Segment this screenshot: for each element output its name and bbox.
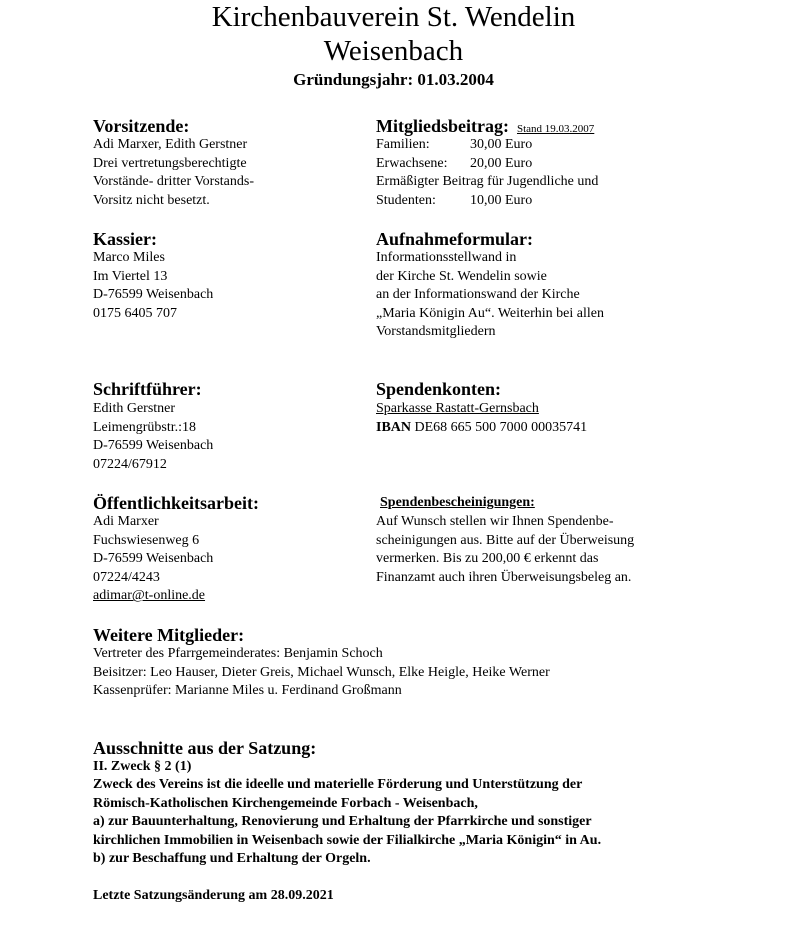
- mitgliedsbeitrag-title: Mitgliedsbeitrag:: [376, 116, 509, 136]
- satzung-line: b) zur Beschaffung und Erhaltung der Orgeln.: [93, 851, 371, 867]
- aufnahme-line: an der Informationswand der Kirche: [376, 287, 580, 303]
- oeffentlichkeit-line: 07224/4243: [93, 569, 160, 585]
- last-change: Letzte Satzungsänderung am 28.09.2021: [93, 888, 334, 903]
- satzung-block: [93, 758, 601, 868]
- aufnahme-line: „Maria Königin Au“. Weiterhin bei allen: [376, 305, 604, 321]
- aufnahme-line: Vorstandsmitgliedern: [376, 324, 496, 340]
- kassier-line: D-76599 Weisenbach: [93, 287, 214, 303]
- fee-label: Familien:: [376, 137, 430, 152]
- satzung-heading: Ausschnitte aus der Satzung:: [93, 738, 317, 758]
- vorsitzende-line: Vorstände- dritter Vorstands-: [93, 174, 254, 190]
- vorsitzende-heading: Vorsitzende:: [93, 116, 190, 136]
- email-link[interactable]: adimar@t-online.de: [93, 588, 206, 604]
- aufnahme-line: der Kirche St. Wendelin sowie: [376, 268, 547, 284]
- fee-label: Erwachsene:: [376, 155, 448, 171]
- spendenbescheinigungen-line: Auf Wunsch stellen wir Ihnen Spendenbe-: [376, 514, 614, 529]
- kassier-line: Marco Miles: [93, 250, 165, 265]
- vorsitzende-line: Vorsitz nicht besetzt.: [93, 192, 210, 208]
- satzung-line: II. Zweck § 2 (1): [93, 759, 192, 774]
- schriftfuehrer-line: 07224/67912: [93, 456, 167, 472]
- stand-date: Stand 19.03.2007: [516, 123, 595, 135]
- page-title-line1: Kirchenbauverein St. Wendelin: [211, 1, 576, 33]
- oeffentlichkeit-block: [93, 513, 213, 606]
- fee-value: 10,00 Euro: [470, 192, 533, 208]
- weitere-heading: Weitere Mitglieder:: [93, 625, 245, 645]
- aufnahme-line: Informationsstellwand in: [376, 250, 517, 265]
- fee-value: 30,00 Euro: [470, 137, 533, 152]
- kassier-heading: Kassier:: [93, 229, 157, 249]
- schriftfuehrer-line: Leimengrübstr.:18: [93, 419, 197, 435]
- oeffentlichkeit-line: Fuchswiesenweg 6: [93, 532, 200, 548]
- kassier-block: [93, 249, 213, 323]
- bank-name: Sparkasse Rastatt-Gernsbach: [376, 401, 539, 416]
- satzung-line: Zweck des Vereins ist die ideelle und materielle Förderung und Unterstützung der: [93, 777, 583, 793]
- weitere-line: Beisitzer: Leo Hauser, Dieter Greis, Michael Wunsch, Elke Heigle, Heike Werner: [93, 664, 550, 680]
- weitere-block: [93, 645, 550, 701]
- page-title-line2: Weisenbach: [323, 35, 464, 67]
- vorsitzende-block: [93, 136, 254, 210]
- fee-value: 20,00 Euro: [470, 155, 533, 171]
- satzung-line: kirchlichen Immobilien in Weisenbach sowie der Filialkirche „Maria Königin“ in Au.: [93, 832, 602, 848]
- aufnahme-block: [376, 249, 604, 342]
- weitere-line: Vertreter des Pfarrgemeinderates: Benjamin Schoch: [93, 646, 383, 661]
- fee-row-familien: [376, 136, 598, 155]
- oeffentlichkeit-heading: Öffentlichkeitsarbeit:: [93, 493, 259, 513]
- fee-row-studenten: [376, 192, 598, 211]
- fee-reduced-note: Ermäßigter Beitrag für Jugendliche und: [376, 174, 599, 190]
- spendenbescheinigungen-heading: Spendenbescheinigungen:: [380, 495, 535, 510]
- satzung-line: a) zur Bauunterhaltung, Renovierung und Erhaltung der Pfarrkirche und sonstiger: [93, 814, 592, 830]
- weitere-line: Kassenprüfer: Marianne Miles u. Ferdinand Großmann: [93, 683, 402, 699]
- schriftfuehrer-block: [93, 400, 213, 474]
- spendenbescheinigungen-block: [376, 513, 634, 587]
- schriftfuehrer-line: Edith Gerstner: [93, 401, 176, 416]
- spendenkonten-heading: Spendenkonten:: [376, 379, 502, 399]
- iban-label: IBAN: [376, 419, 412, 435]
- spendenbescheinigungen-line: Finanzamt auch ihren Überweisungsbeleg an.: [376, 569, 632, 585]
- mitgliedsbeitrag-block: [376, 136, 598, 210]
- founding-date: Gründungsjahr: 01.03.2004: [293, 70, 494, 89]
- spendenkonten-block: [376, 400, 587, 437]
- kassier-line: 0175 6405 707: [93, 305, 177, 321]
- oeffentlichkeit-line: Adi Marxer: [93, 514, 159, 529]
- spendenbescheinigungen-line: vermerken. Bis zu 200,00 € erkennt das: [376, 551, 599, 567]
- fee-row-erwachsene: [376, 155, 598, 174]
- satzung-line: Römisch-Katholischen Kirchengemeinde Forbach - Weisenbach,: [93, 795, 478, 811]
- schriftfuehrer-heading: Schriftführer:: [93, 379, 202, 399]
- kassier-line: Im Viertel 13: [93, 268, 168, 284]
- oeffentlichkeit-line: D-76599 Weisenbach: [93, 551, 214, 567]
- spendenbescheinigungen-line: scheinigungen aus. Bitte auf der Überweisung: [376, 532, 635, 548]
- iban-row: [376, 419, 587, 438]
- schriftfuehrer-line: D-76599 Weisenbach: [93, 438, 214, 454]
- vorsitzende-line: Drei vertretungsberechtigte: [93, 155, 247, 171]
- iban-value: DE68 665 500 7000 00035741: [414, 419, 588, 435]
- vorsitzende-line: Adi Marxer, Edith Gerstner: [93, 137, 248, 152]
- fee-label: Studenten:: [376, 192, 436, 208]
- aufnahme-heading: Aufnahmeformular:: [376, 229, 533, 249]
